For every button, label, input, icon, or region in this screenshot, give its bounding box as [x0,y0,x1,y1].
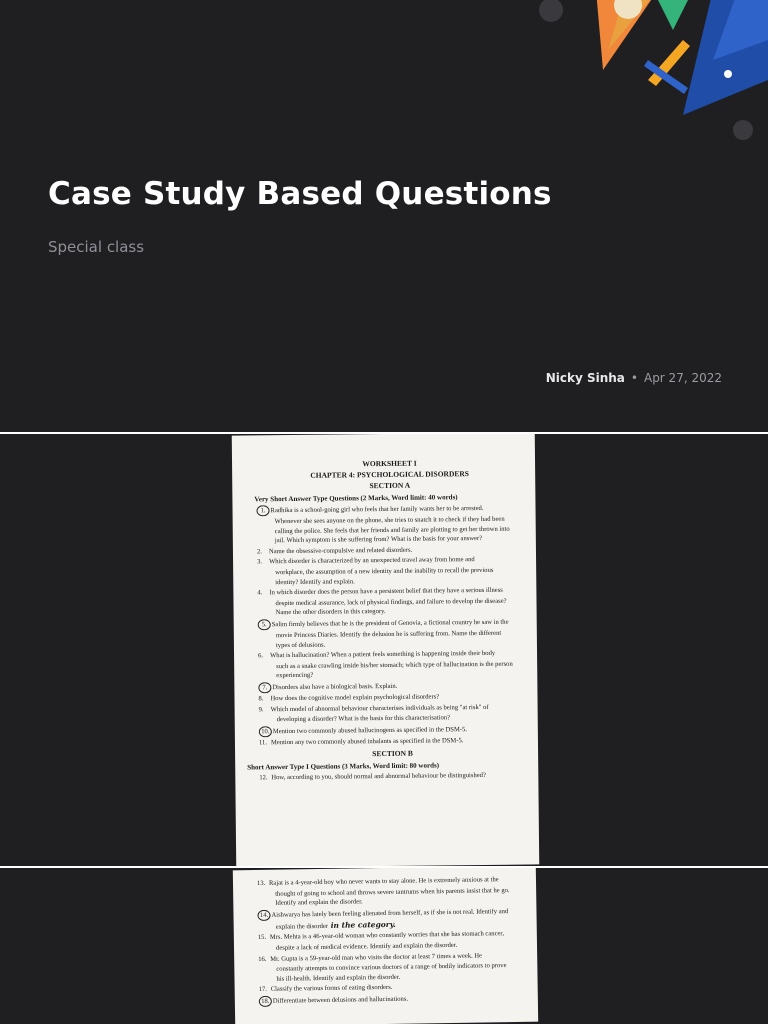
document-page-2 [0,868,768,1024]
question-text: Differentiate between delusions and hallucinations. [272,995,409,1005]
question-continuation: Identify and explain the disorder. [275,898,363,907]
question-number: 5. [258,619,271,630]
question-continuation: developing a disorder? What is the basis for this characterisation? [276,714,451,724]
section-a-type: Very Short Answer Type Questions (2 Marks, Word limit: 40 words) [254,493,458,504]
question-text: Disorders also have a biological basis. Explain. [272,682,398,692]
section-a-heading: SECTION A [369,480,411,491]
question-text: Which model of abnormal behaviour characterises individuals as being "at risk" of [270,703,489,713]
question-number: 18. [259,996,272,1007]
question-continuation: Whenever she sees anyone on the phone, she tries to snatch it to check if they had been [274,515,505,526]
question-text: How, according to you, should normal and abnormal behaviour be distinguished? [271,772,486,782]
question-text: Name the obsessive-compulsive and related disorders. [268,546,413,555]
chapter-heading: CHAPTER 4: PSYCHOLOGICAL DISORDERS [310,469,469,480]
question-continuation: movie Princess Diaries. Identify the delusion he is suffering from. Name the different [275,629,502,640]
question-continuation: despite medical assurance, lack of physical findings, and failure to develop the disease? [275,597,507,607]
byline [546,371,722,385]
question-continuation: thought of going to school and throws severe tantrums when his parents insist that he go. [275,886,510,898]
worksheet-heading: WORKSHEET I [362,458,417,469]
section-b-heading: SECTION B [372,749,413,759]
question-continuation: jail. Which symptom is she suffering from? What is the basis for your answer? [274,535,483,545]
question-number: 14. [257,910,270,921]
handwritten-note: in the category. [327,919,396,930]
question-continuation: workplace, the assumption of a new identity and the inability to recall the previous [275,566,494,577]
question-text: How does the cognitive model explain psychological disorders? [270,693,440,703]
cover-slide [0,0,768,432]
question-number: 13. [256,879,266,888]
page-subtitle: Special class [48,238,145,256]
question-text: Mention two commonly abused hallucinogens as specified in the DSM-5. [272,725,467,735]
question-number: 17. [258,986,267,994]
question-text: Mr. Gupta is a 59-year-old man who visits the doctor at least 7 times a week. He [270,952,483,963]
question-number: 2. [256,548,262,556]
question-continuation: Name the other disorders in this category. [275,608,386,617]
pencil-decoration-icon [508,0,768,160]
question-text: Radhika is a school-going girl who feels that her family wants her to be arrested. [270,504,484,515]
question-list [254,503,528,748]
page-title: Case Study Based Questions [48,176,552,212]
question-number: 12. [259,774,268,782]
question-text: What is hallucination? When a patient feels something is happening inside their body [270,649,496,660]
question-number: 3. [257,558,263,566]
question-continuation: constantly attempts to convince various doctors of a range of bodily indicators to prove [276,962,507,973]
question-number: 4. [257,589,263,597]
question-number: 6. [258,652,264,660]
question-number: 10. [259,726,272,737]
question-text: Rajat is a 4-year-old boy who never wants to stay alone. He is extremely anxious at the [268,876,499,887]
question-text: In which disorder does the person have a persistent belief that they have a serious illness [269,586,503,597]
publish-date: Apr 27, 2022 [643,371,722,385]
question-list [255,875,528,1007]
question-number: 9. [258,705,264,713]
question-number: 7. [258,682,271,693]
question-number: 11. [258,738,267,747]
question-text: Mention any two commonly abused inhalants as specified in the DSM-5. [270,736,464,746]
question-item [257,771,528,783]
question-number: 8. [258,695,264,703]
question-text: Classify the various forms of eating disorders. [270,984,393,994]
question-continuation: experiencing? [276,672,314,680]
worksheet-paper [232,434,540,866]
question-text: Aishwarya has lately been feeling alienated from herself, as if she is not real. Identify and [271,907,509,919]
worksheet-paper [233,868,538,1024]
question-number: 16. [258,955,267,963]
section-b-type: Short Answer Type I Questions (3 Marks, Word limit: 80 words) [247,761,440,772]
question-number: 15. [257,934,267,942]
question-text: Mrs. Mehta is a 46-year-old woman who constantly worries that she has stomach cancer, [269,930,505,942]
question-continuation: his ill-health. Identify and explain the disorder. [276,973,401,983]
question-continuation: such as a snake crawling inside his/her stomach; which type of hallucination is the person [276,660,513,670]
question-text: Which disorder is characterized by an unexpected travel away from home and [269,556,475,566]
question-continuation: types of delusions. [275,641,326,649]
question-continuation: identity? Identify and explain. [275,577,355,586]
question-number: 1. [256,505,269,516]
author-name: Nicky Sinha [545,371,625,385]
byline-separator: • [630,371,638,385]
question-text: Salim firmly believes that he is the president of Genovia, a fictional country he saw in the [271,618,509,629]
question-item [257,735,528,747]
question-continuation: calling the police. She feels that her friends and family are plotting to get her thrown into [274,525,510,535]
question-continuation: despite a lack of medical evidence. Identify and explain the disorder. [275,941,458,952]
document-page-1 [0,434,768,866]
question-continuation: explain the disorder in the category. [275,919,396,931]
